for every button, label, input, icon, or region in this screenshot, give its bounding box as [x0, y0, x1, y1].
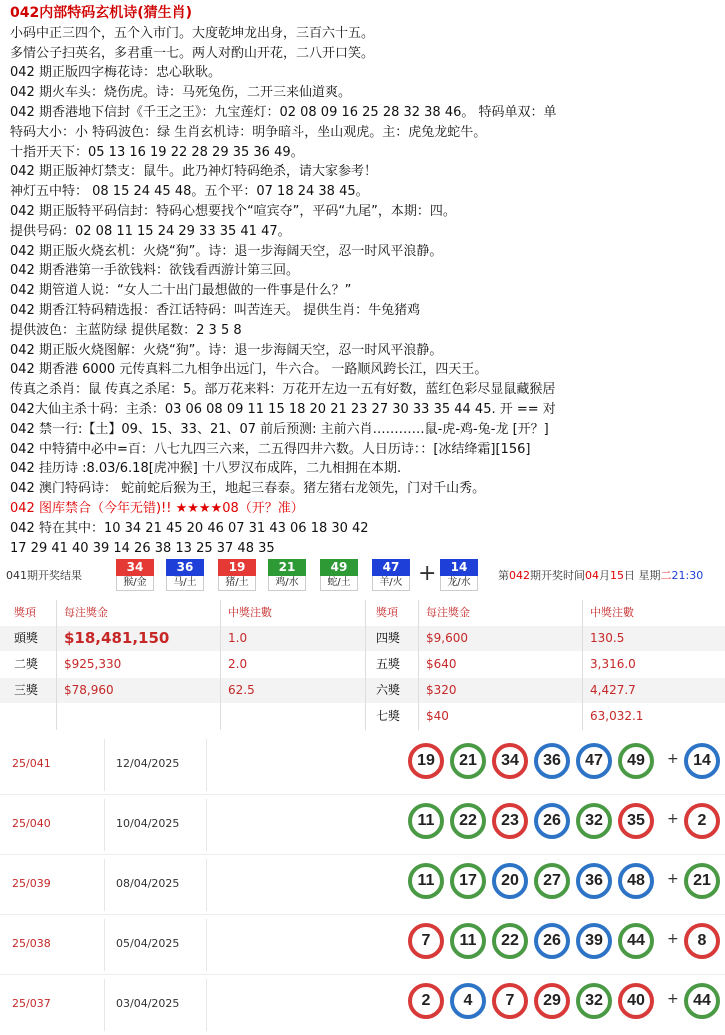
- plus-sign: +: [418, 561, 437, 586]
- history-row: 25/041 12/04/2025 19 21 34 36 47 49 + 14: [0, 735, 725, 795]
- article-title: 042内部特码玄机诗(猜生肖): [10, 5, 193, 21]
- prize-table: [0, 600, 725, 730]
- number-ball: 23: [492, 803, 528, 839]
- column-divider: [56, 600, 57, 730]
- article-line: 提供波色：主蓝防绿 提供尾数：2 3 5 8: [10, 322, 242, 338]
- article-line: 042 期香港地下信封《千王之王》：九宝莲灯：02 08 09 16 25 28 32 38 46。 特码单双：单: [10, 104, 557, 120]
- draw-time: 第042期开奖时间04月15日 星期二21:30: [498, 569, 704, 582]
- article-line-highlight: 042 图库禁合（今年无错)!! ★★★★08（开？准）: [10, 500, 304, 516]
- prize-row: 三獎 $78,960 62.5 六獎 $320 4,427.7: [0, 678, 725, 703]
- special-number-ball: 14: [684, 743, 720, 779]
- number-ball: 17: [450, 863, 486, 899]
- result-bar: [0, 557, 725, 593]
- plus-sign: +: [667, 991, 679, 1007]
- article-line: 多情公子扫英名，多君重一七。两人对酌山开花，二八开口笑。: [10, 45, 375, 61]
- result-ball: 19 猪/土: [218, 559, 256, 591]
- result-label: 041期开奖结果: [6, 569, 82, 582]
- column-divider: [582, 600, 583, 730]
- special-number-ball: 44: [684, 983, 720, 1019]
- special-number-ball: 21: [684, 863, 720, 899]
- result-ball: 36 马/土: [166, 559, 204, 591]
- article-line: 小码中正三四个，五个入市门。大度乾坤龙出身，三百六十五。: [10, 25, 375, 41]
- article-line: 042 禁一行:【土】09、15、33、21、07 前后预测: 主前六肖…………鼠-虎-鸡-兔-龙 [开？]: [10, 421, 549, 437]
- number-ball: 29: [534, 983, 570, 1019]
- number-ball: 35: [618, 803, 654, 839]
- article-line: 042 期香江特码精选报：香江话特码：叫苦连天。 提供生肖：牛兔猪鸡: [10, 302, 421, 318]
- article-line: 042 中特猜中必中=百：八七九四三六来，二五得四井六数。人日历诗：：[冰结绛霜][156]: [10, 441, 531, 457]
- article-line: 042 期管道人说：“女人二十出门最想做的一件事是什么？”: [10, 283, 352, 299]
- number-ball: 19: [408, 743, 444, 779]
- history-list: [0, 735, 725, 1034]
- history-row: 25/037 03/04/2025 2 4 7 29 32 40 + 44: [0, 975, 725, 1035]
- special-number-ball: 2: [684, 803, 720, 839]
- number-ball: 47: [576, 743, 612, 779]
- number-ball: 2: [408, 983, 444, 1019]
- article-line: 神灯五中特： 08 15 24 45 48。五个平：07 18 24 38 45。: [10, 184, 369, 200]
- result-ball: 34 猴/金: [116, 559, 154, 591]
- plus-sign: +: [667, 811, 679, 827]
- number-ball: 11: [450, 923, 486, 959]
- result-ball: 47 羊/火: [372, 559, 410, 591]
- article-line: 042 期正版神灯禁支：鼠牛。此乃神灯特码绝杀，请大家参考！: [10, 164, 377, 180]
- article-line: 特码大小：小 特码波色：绿 生肖玄机诗：明争暗斗，坐山观虎。主：虎兔龙蛇牛。: [10, 124, 487, 140]
- number-ball: 26: [534, 923, 570, 959]
- plus-sign: +: [667, 751, 679, 767]
- article-line: 042 澳门特码诗： 蛇前蛇后猴为王，地起三春泰。猪左猪右龙领先，门对千山秀。: [10, 481, 486, 497]
- number-ball: 4: [450, 983, 486, 1019]
- prize-row: 二獎 $925,330 2.0 五獎 $640 3,316.0: [14, 657, 636, 671]
- article-line: 042 期正版特平码信封：特码心想要找个“喧宾夺”，平码“九尾”，本期：四。: [10, 203, 456, 219]
- column-divider: [418, 600, 419, 730]
- result-ball: 49 蛇/土: [320, 559, 358, 591]
- article-line: 042 期正版火烧图解：火烧“狗”。诗：退一步海阔天空，忍一时风平浪静。: [10, 342, 443, 358]
- article-line: 042大仙主杀十码：主杀：03 06 08 09 11 15 18 20 21 23 27 30 33 35 44 45. 开 == 对: [10, 401, 556, 417]
- number-ball: 32: [576, 803, 612, 839]
- number-ball: 20: [492, 863, 528, 899]
- special-ball: 14 龙/水: [440, 559, 478, 591]
- prize-header-row: 獎項 每注獎金 中獎注數 獎項 每注獎金 中獎注數: [14, 606, 634, 619]
- article-line: 042 特在其中：10 34 21 45 20 46 07 31 43 06 18 30 42: [10, 520, 369, 536]
- number-ball: 39: [576, 923, 612, 959]
- article-line: 传真之杀肖：鼠 传真之杀尾：5。部万花来料：万花开左边一五有好数，蓝红色彩尽显鼠藏猴居: [10, 382, 556, 398]
- history-row: 25/040 10/04/2025 11 22 23 26 32 35 + 2: [0, 795, 725, 855]
- number-ball: 11: [408, 803, 444, 839]
- article-line: 042 期香港 6000 元传真料二九相争出远门，牛六合。 一路顺风跨长江，四天王。: [10, 362, 488, 378]
- article-line: 042 挂历诗 :8.03/6.18[虎冲猴] 十八罗汉布成阵，二九相拥在本期.: [10, 461, 402, 477]
- number-ball: 11: [408, 863, 444, 899]
- article-line: 042 期正版四字梅花诗：忠心耿耿。: [10, 65, 221, 81]
- article-line: 042 期正版火烧玄机：火烧“狗”。诗：退一步海阔天空，忍一时风平浪静。: [10, 243, 443, 259]
- number-ball: 36: [576, 863, 612, 899]
- number-ball: 26: [534, 803, 570, 839]
- number-ball: 7: [408, 923, 444, 959]
- number-ball: 21: [450, 743, 486, 779]
- prize-row: 頭獎 $18,481,150 1.0 四獎 $9,600 130.5: [0, 626, 725, 651]
- number-ball: 7: [492, 983, 528, 1019]
- number-ball: 48: [618, 863, 654, 899]
- number-ball: 27: [534, 863, 570, 899]
- plus-sign: +: [667, 931, 679, 947]
- column-divider: [365, 600, 366, 730]
- article-line: 十指开天下：05 13 16 19 22 28 29 35 36 49。: [10, 144, 304, 160]
- article-line: 042 期香港第一手欲钱料：欲钱看西游计第三回。: [10, 263, 299, 279]
- number-ball: 22: [450, 803, 486, 839]
- article-line: 17 29 41 40 39 14 26 38 13 25 37 48 35: [10, 540, 275, 556]
- number-ball: 34: [492, 743, 528, 779]
- history-row: 25/038 05/04/2025 7 11 22 26 39 44 + 8: [0, 915, 725, 975]
- plus-sign: +: [667, 871, 679, 887]
- number-ball: 44: [618, 923, 654, 959]
- column-divider: [220, 600, 221, 730]
- article-line: 042 期火车头：烧伤虎。诗：马死兔伤，二开三来仙道爽。: [10, 85, 351, 101]
- number-ball: 49: [618, 743, 654, 779]
- number-ball: 40: [618, 983, 654, 1019]
- special-number-ball: 8: [684, 923, 720, 959]
- number-ball: 32: [576, 983, 612, 1019]
- number-ball: 36: [534, 743, 570, 779]
- article-text: [10, 4, 720, 558]
- prize-row: 七獎 $40 63,032.1: [376, 709, 644, 723]
- history-row: 25/039 08/04/2025 11 17 20 27 36 48 + 21: [0, 855, 725, 915]
- number-ball: 22: [492, 923, 528, 959]
- article-line: 提供号码：02 08 11 15 24 29 33 35 41 47。: [10, 223, 291, 239]
- result-ball: 21 鸡/水: [268, 559, 306, 591]
